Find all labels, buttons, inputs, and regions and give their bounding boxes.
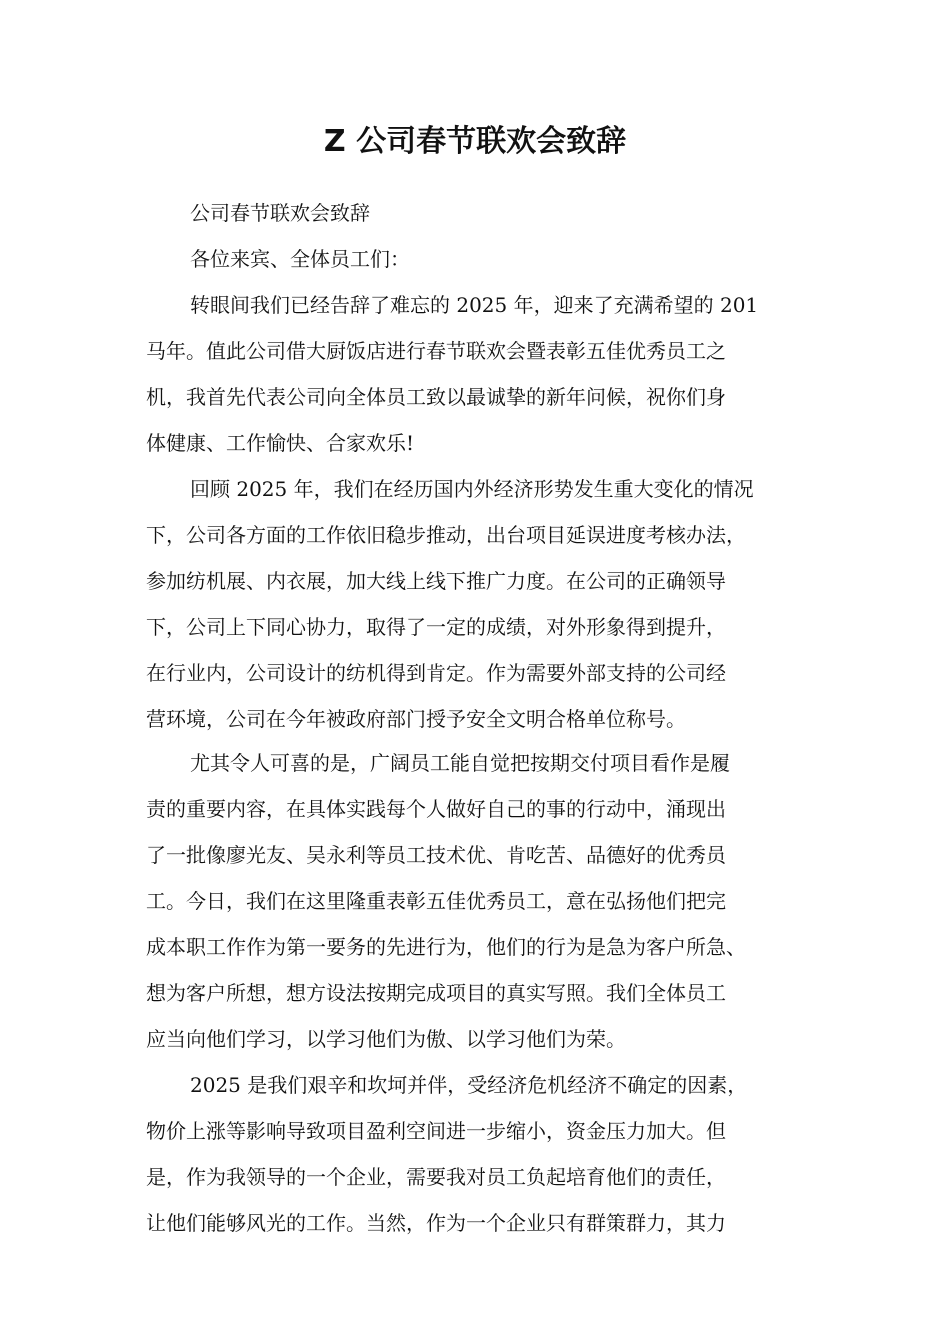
paragraph-commendation: 尤其令人可喜的是，广阔员工能自觉把按期交付项目看作是履 责的重要内容，在具体实践每个人做好自己的事的行动中，涌现出 了一批像廖光友、吴永利等员工技术优、肯吃苦、品德好的优秀员 工。今日，我们在这里隆重表彰五佳优秀员工，意在弘扬他们把完 成本职工作作为第一要务的先进行为，他们的行为是急为客户所急、 想为客户所想，想方设法按期完成项目的真实写照。我们全体员工 应当向他们学习，以学习他们为傲、以学习他们为荣。 [146, 751, 746, 1051]
greeting: 各位来宾、全体员工们： [190, 247, 410, 271]
document-subtitle: 公司春节联欢会致辞 [190, 201, 370, 225]
paragraph-opening: 转眼间我们已经告辞了难忘的 2025 年，迎来了充满希望的 201 马年。值此公司借大厨饭店进行春节联欢会暨表彰五佳优秀员工之 机，我首先代表公司向全体员工致以最诚挚的新年问候，祝你们身 体健康、工作愉快、合家欢乐! [146, 293, 759, 455]
document-title: Z 公司春节联欢会致辞 [323, 124, 627, 159]
paragraph-review: 回顾 2025 年，我们在经历国内外经济形势发生重大变化的情况 下，公司各方面的工作依旧稳步推动，出台项目延误进度考核办法， 参加纺机展、内衣展，加大线上线下推广力度。在公司的正确领导 下，公司上下同心协力，取得了一定的成绩，对外形象得到提升， 在行业内，公司设计的纺机得到肯定。作为需要外部支持的公司经 营环境，公司在今年被政府部门授予安全文明合格单位称号。 [146, 477, 754, 731]
paragraph-challenges: 2025 是我们艰辛和坎坷并伴，受经济危机经济不确定的因素， 物价上涨等影响导致项目盈利空间进一步缩小，资金压力加大。但 是，作为我领导的一个企业，需要我对员工负起培育他们的责任， 让他们能够风光的工作。当然，作为一个企业只有群策群力，其力 [146, 1073, 748, 1235]
